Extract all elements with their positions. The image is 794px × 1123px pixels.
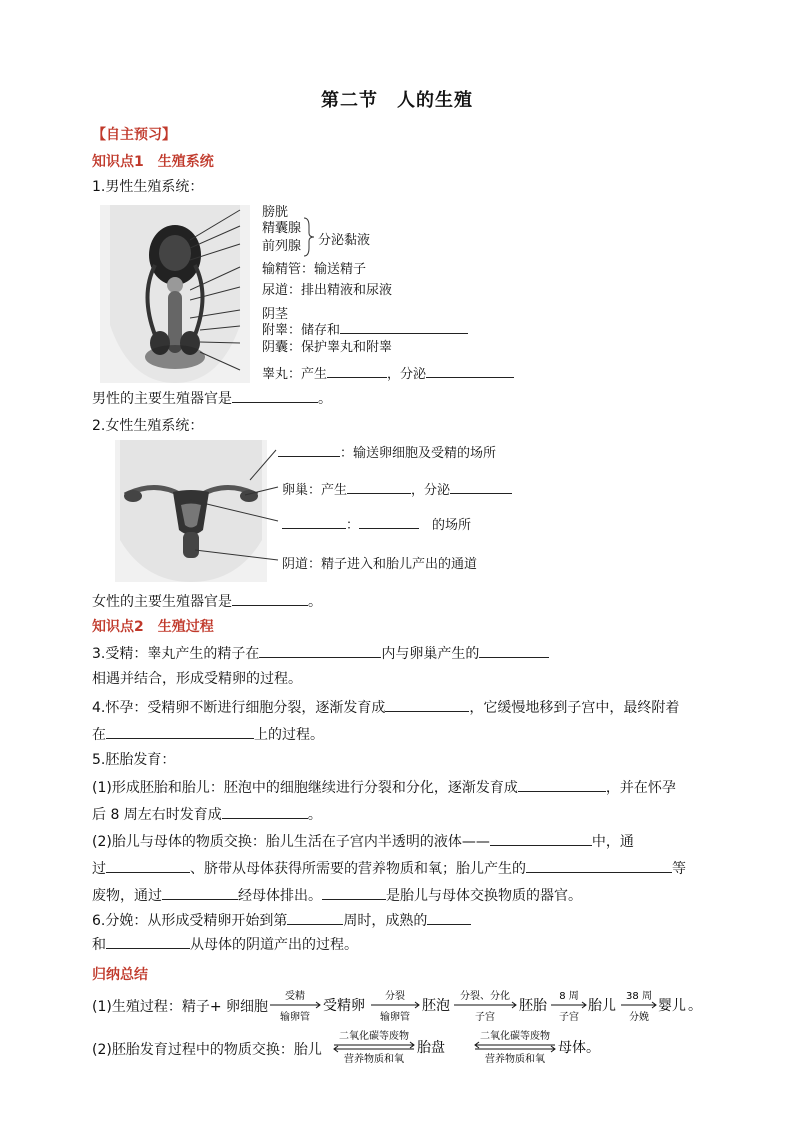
male-main-organ: 男性的主要生殖器官是 。 [92,388,332,409]
flow2-diagram [330,1028,630,1068]
flow2-left-bottom: 营养物质和氧 [344,1054,404,1065]
label-prostate: 前列腺 [262,239,302,254]
flow1-arrow2-bottom: 输卵管 [380,1012,410,1023]
q5-2-line3: 废物，通过 经母体排出。 是胎儿与母体交换物质的器官。 [92,885,582,906]
flow1-node-embryo: 胚胎 [519,998,547,1014]
label-scrotum: 阴囊：保护睾丸和附睾 [262,340,393,355]
q3-line1: 3.受精：睾丸产生的精子在 内与卵巢产生的 [92,643,549,664]
kp2-heading: 知识点2 生殖过程 [92,619,214,635]
flow1-node-blastocyst: 胚泡 [422,998,450,1014]
q5-1-line1: (1)形成胚胎和胎儿：胚泡中的细胞继续进行分裂和分化，逐渐发育成 ，并在怀孕 [92,777,676,798]
male-leader-lines [190,200,270,380]
flow1-arrow5-bottom: 分娩 [629,1012,649,1023]
flow2-prefix: (2)胚胎发育过程中的物质交换：胎儿 [92,1042,322,1058]
flow1-arrow3-top: 分裂、分化 [460,991,510,1002]
page-title: 第二节 人的生殖 [321,90,473,111]
flow1-node-infant: 婴儿 [658,998,686,1014]
flow2-end: 母体。 [558,1040,600,1056]
flow2-right-top: 二氧化碳等废物 [480,1031,550,1042]
label-bladder: 膀胱 [262,205,289,220]
label-vas-deferens: 输精管：输送精子 [262,262,367,277]
preview-header: 【自主预习】 [92,127,176,143]
female-leader-lines [150,440,280,570]
label-urethra: 尿道：排出精液和尿液 [262,283,393,298]
female-heading: 2.女性生殖系统： [92,418,204,434]
q5-heading: 5.胚胎发育： [92,752,176,768]
q3-line2: 相遇并结合，形成受精卵的过程。 [92,671,302,687]
summary-heading: 归纳总结 [92,967,148,983]
flow2-node-placenta: 胎盘 [417,1040,445,1056]
label-epididymis: 附睾：储存和 [262,319,468,338]
label-ovary: 卵巢：产生 ，分泌 [282,479,512,498]
flow1-arrow1-top: 受精 [285,991,305,1002]
flow1-end: 。 [688,998,702,1014]
label-secrete-mucus: 分泌黏液 [318,233,371,248]
q4-line1: 4.怀孕：受精卵不断进行细胞分裂，逐渐发育成 ，它缓慢地移到子宫中，最终附着 [92,697,679,718]
flow2-right-bottom: 营养物质和氧 [485,1054,545,1065]
flow1-arrow4-top: 8 周 [559,991,579,1002]
flow1-arrow1-bottom: 输卵管 [280,1012,310,1023]
label-penis: 阴茎 [262,307,289,322]
flow1-node-zygote: 受精卵 [323,998,365,1014]
label-oviduct: ：输送卵细胞及受精的场所 [278,442,496,461]
flow1-arrow5-top: 38 周 [626,991,652,1002]
male-heading: 1.男性生殖系统： [92,179,204,195]
label-testis: 睾丸：产生 ，分泌 [262,363,514,382]
q5-1-line2: 后 8 周左右时发育成 。 [92,804,322,825]
flow1-arrow3-bottom: 子宫 [475,1012,495,1023]
flow1-node-fetus: 胎儿 [588,998,616,1014]
label-vagina: 阴道：精子进入和胎儿产出的通道 [282,557,478,572]
q6-line1: 6.分娩：从形成受精卵开始到第 周时，成熟的 [92,910,471,931]
label-uterus: ： 的场所 [282,514,471,533]
flow1-arrow4-bottom: 子宫 [559,1012,579,1023]
brace-icon [302,216,316,258]
flow1-diagram [268,988,728,1026]
q5-2-line2: 过 、脐带从母体获得所需要的营养物质和氧；胎儿产生的 等 [92,858,686,879]
female-main-organ: 女性的主要生殖器官是 。 [92,591,322,612]
q4-line2: 在 上的过程。 [92,724,324,745]
q6-line2: 和 从母体的阴道产出的过程。 [92,934,358,955]
kp1-heading: 知识点1 生殖系统 [92,154,214,170]
label-seminal-vesicle: 精囊腺 [262,221,302,236]
flow1-arrow2-top: 分裂 [385,991,405,1002]
flow1-prefix: (1)生殖过程：精子+ 卵细胞 [92,999,269,1015]
flow2-left-top: 二氧化碳等废物 [339,1031,409,1042]
q5-2-line1: (2)胎儿与母体的物质交换：胎儿生活在子宫内半透明的液体—— 中，通 [92,831,634,852]
